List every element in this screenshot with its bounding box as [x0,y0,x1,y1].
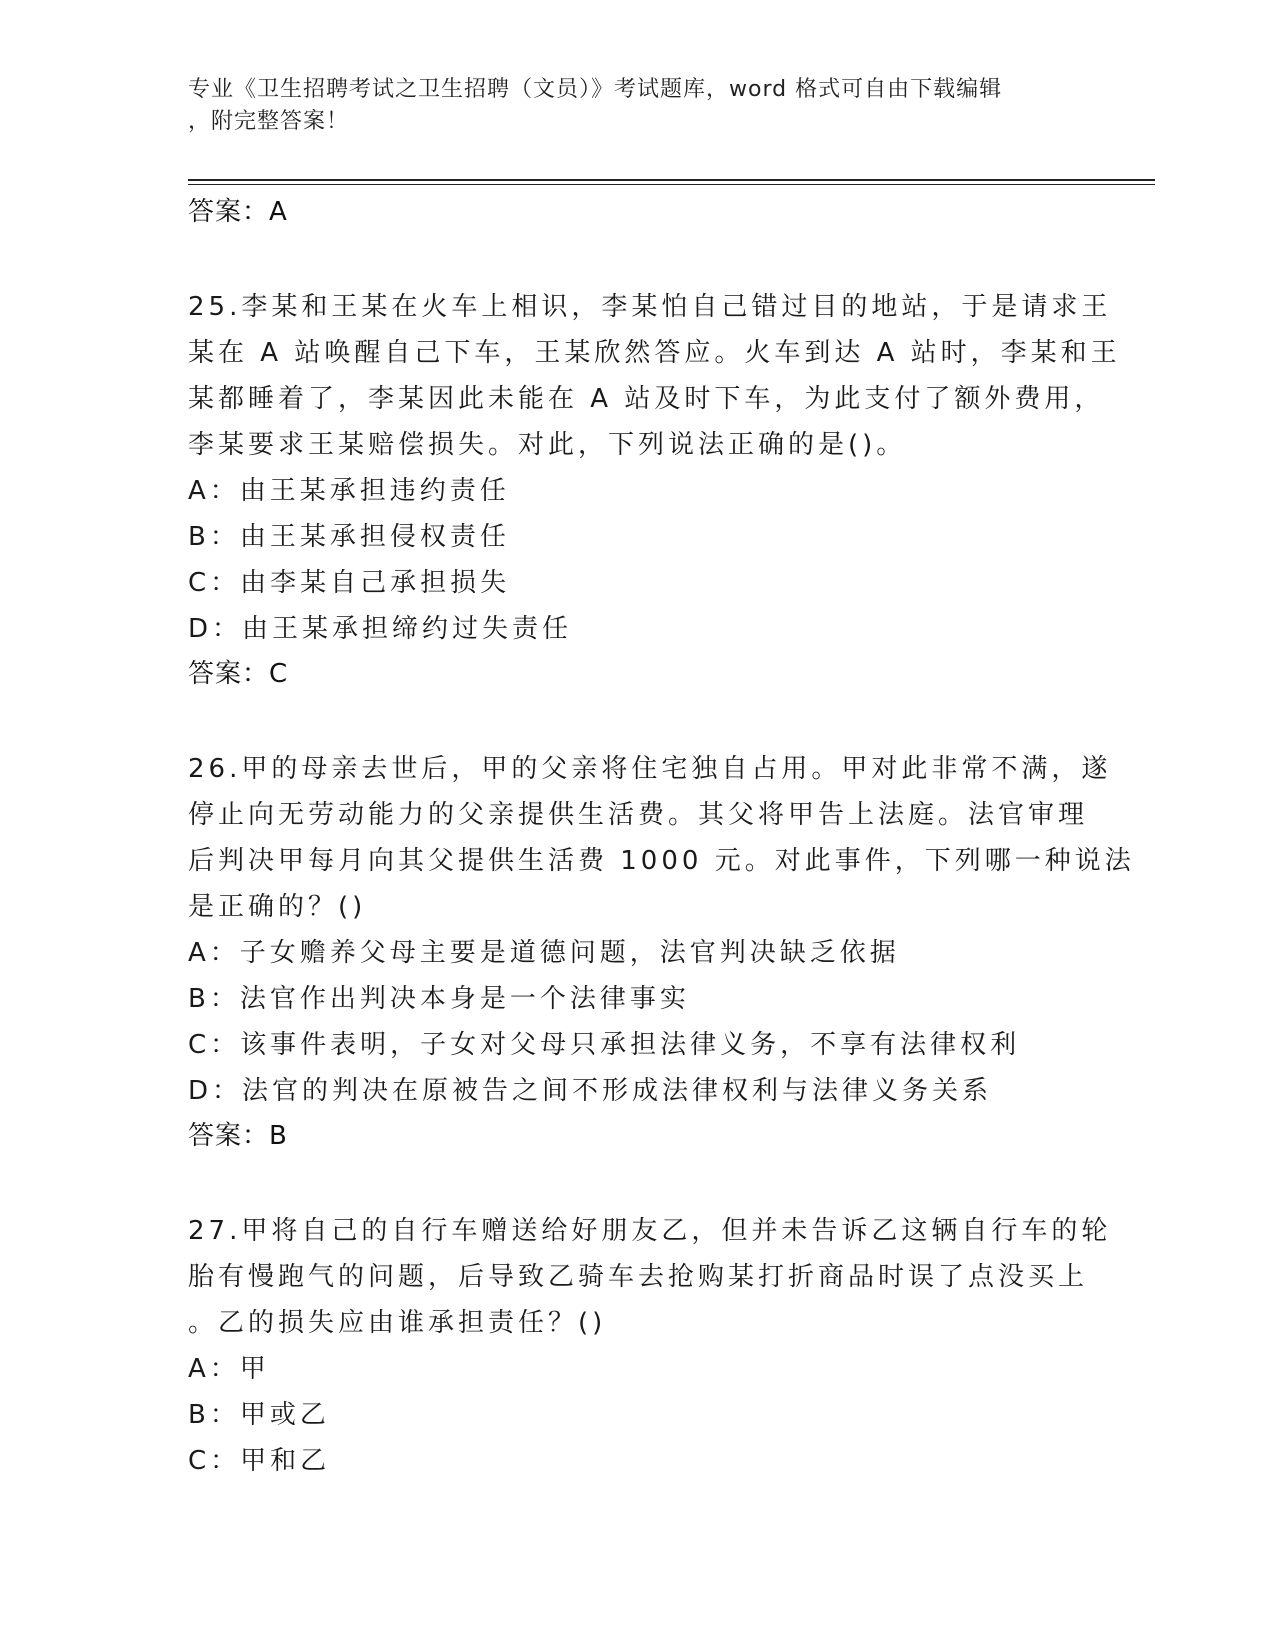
answer-line: 答案：C [188,659,289,689]
question-text-line: 。乙的损失应由谁承担责任？() [188,1308,607,1338]
question-text-line: 某都睡着了，李某因此未能在 A 站及时下车，为此支付了额外费用， [188,384,1105,414]
question-text-line: 某在 A 站唤醒自己下车，王某欣然答应。火车到达 A 站时，李某和王 [188,338,1121,368]
question-text-line: 是正确的？() [188,892,367,922]
header-line: 专业《卫生招聘考试之卫生招聘（文员）》考试题库，word 格式可自由下载编辑 [188,77,1003,102]
answer-line: 答案：B [188,1121,288,1151]
question-text-line: 李某要求王某赔偿损失。对此，下列说法正确的是()。 [188,430,907,460]
question-26 [188,746,1135,1158]
option-b: B：甲或乙 [188,1400,330,1430]
option-b: B：法官作出判决本身是一个法律事实 [188,984,690,1014]
question-25 [188,284,1121,696]
question-text-line: 27.甲将自己的自行车赠送给好朋友乙，但并未告诉乙这辆自行车的轮 [188,1216,1112,1246]
option-c: C：由李某自己承担损失 [188,568,511,598]
question-text-line: 后判决甲每月向其父提供生活费 1000 元。对此事件，下列哪一种说法 [188,846,1135,876]
option-d: D：法官的判决在原被告之间不形成法律权利与法律义务关系 [188,1076,993,1106]
option-b: B：由王某承担侵权责任 [188,522,510,552]
option-c: C：该事件表明，子女对父母只承担法律义务，不享有法律权利 [188,1030,1021,1060]
question-27 [188,1208,1112,1484]
question-text-line: 胎有慢跑气的问题，后导致乙骑车去抢购某打折商品时误了点没买上 [188,1262,1089,1292]
answer-line: 答案：A [188,197,288,227]
header-divider [188,179,1155,181]
question-text-line: 25.李某和王某在火车上相识，李某怕自己错过目的地站，于是请求王 [188,292,1112,322]
header-line: ，附完整答案！ [188,109,350,134]
option-a: A：子女赡养父母主要是道德问题，法官判决缺乏依据 [188,938,900,968]
option-c: C：甲和乙 [188,1446,331,1476]
document-header [188,74,1068,138]
option-a: A：甲 [188,1354,270,1384]
question-text-line: 26.甲的母亲去世后，甲的父亲将住宅独自占用。甲对此非常不满，遂 [188,754,1112,784]
option-a: A：由王某承担违约责任 [188,476,510,506]
header-divider-thin [188,184,1155,185]
question-text-line: 停止向无劳动能力的父亲提供生活费。其父将甲告上法庭。法官审理 [188,800,1089,830]
document-body [188,190,1135,1484]
option-d: D：由王某承担缔约过失责任 [188,614,573,644]
